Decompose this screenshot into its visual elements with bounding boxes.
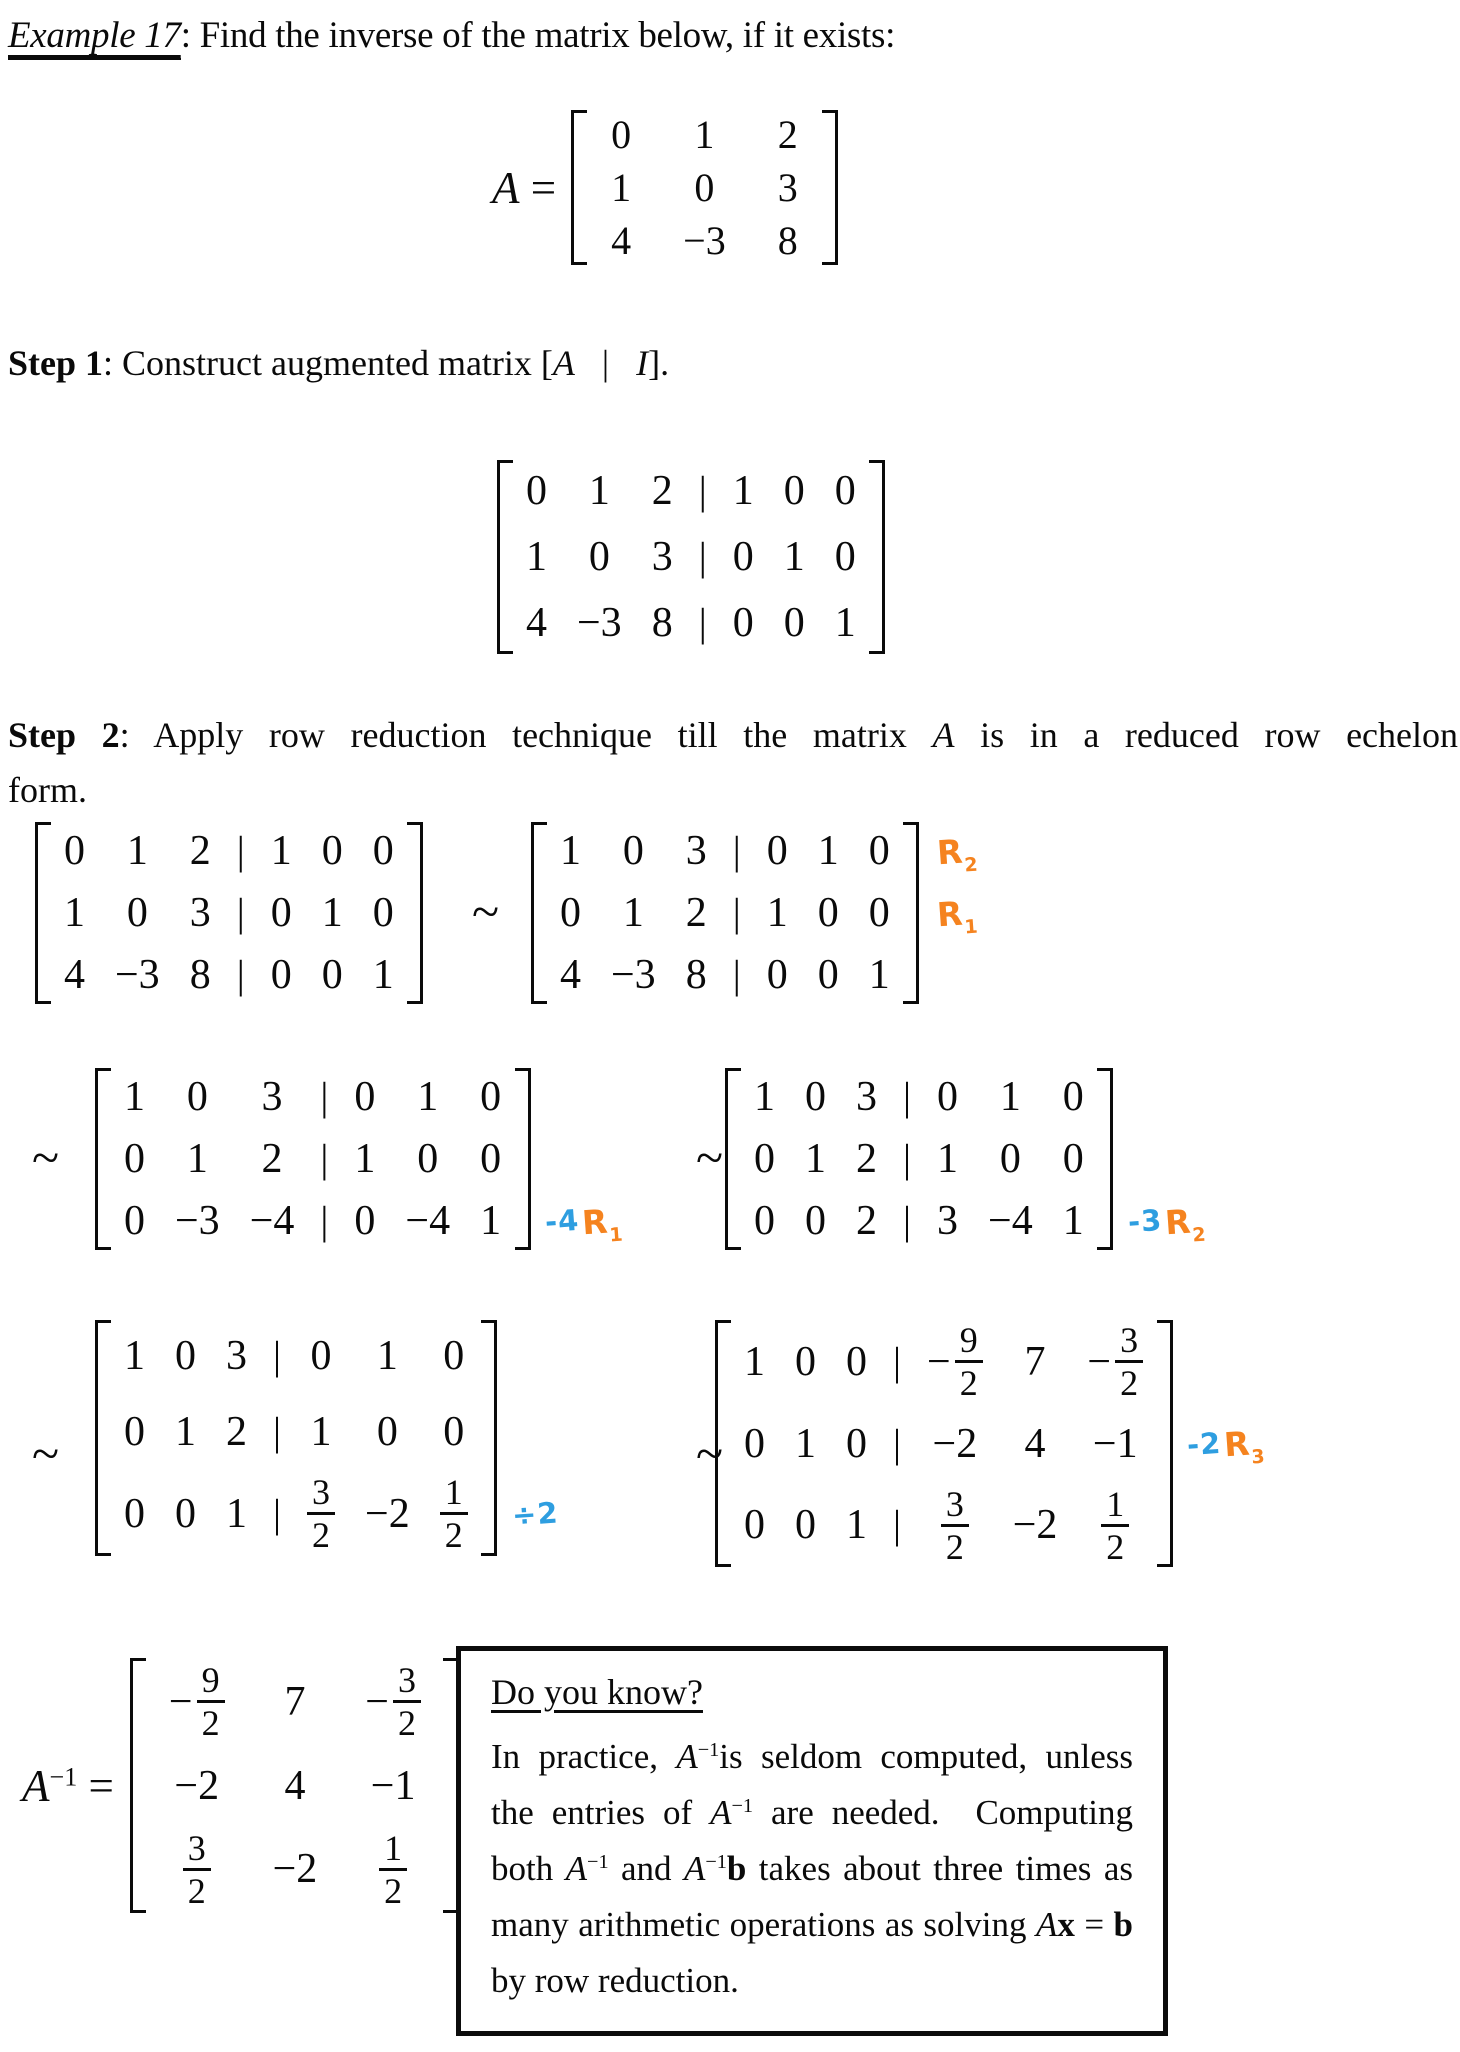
reduction-matrix-4	[726, 1066, 1205, 1252]
matrix-cell: 1	[783, 534, 805, 580]
text-segment: −1	[49, 1761, 78, 1791]
matrix-cell: 1	[310, 1409, 332, 1455]
matrix-cell: 1	[694, 111, 715, 157]
matrix-cell: 4	[1024, 1420, 1046, 1467]
matrix-cell: 1	[270, 828, 292, 874]
text-segment: A	[710, 1793, 732, 1832]
text-segment: =	[519, 162, 557, 213]
matrix-cell: 7	[1024, 1338, 1046, 1385]
matrix-cell: 4	[526, 600, 547, 646]
handwritten-row-annotation	[918, 831, 979, 876]
matrix-cell: 0	[805, 1198, 826, 1244]
matrix-cell: 7	[284, 1678, 306, 1725]
text-segment: Example 17	[8, 15, 181, 60]
matrix-cell: 0	[868, 890, 890, 936]
annotation-row-ref: $R_2$	[1163, 1201, 1207, 1246]
matrix-cell: 1	[124, 1074, 145, 1120]
matrix-cell: −3	[611, 952, 656, 998]
matrix-cell: 4	[64, 952, 85, 998]
matrix-cell: 0	[766, 952, 788, 998]
augmented-separator: |	[273, 1409, 282, 1454]
example-title	[8, 14, 895, 57]
matrix-cell: 0	[480, 1136, 502, 1182]
matrix-cell: −2	[932, 1420, 978, 1467]
annotation-multiplier: -3	[1126, 1202, 1164, 1240]
matrix-cell: 1	[354, 1136, 376, 1182]
matrix-cell: $\frac{3}{2}$	[292, 1470, 350, 1558]
matrix-cell: −2	[365, 1490, 410, 1537]
text-segment: x	[1057, 1905, 1075, 1944]
text-segment: A	[1035, 1905, 1058, 1944]
text-segment: I	[636, 343, 649, 383]
augmented-separator: |	[273, 1490, 282, 1536]
matrix-cell: 0	[186, 1074, 208, 1120]
matrix-cell: 3	[937, 1198, 959, 1244]
matrix-cell: 3	[651, 534, 673, 580]
matrix-cell: 0	[795, 1502, 816, 1549]
augmented-separator: |	[732, 890, 741, 935]
matrix-cell: −2	[174, 1762, 220, 1809]
text-segment: A	[552, 343, 575, 383]
matrix-cell: −3	[683, 217, 726, 263]
matrix-cell: 1	[588, 468, 610, 514]
matrix-cell: 0	[1062, 1136, 1084, 1182]
matrix-cell: 0	[805, 1074, 826, 1120]
matrix-cell: 0	[417, 1136, 439, 1182]
matrix-cell: 0	[376, 1409, 398, 1455]
text-segment: : Construct augmented matrix [	[103, 343, 553, 383]
matrix-cell: 8	[685, 952, 707, 998]
matrix-cell: $\frac{1}{2}$	[425, 1470, 483, 1558]
matrix-cell: 1	[560, 828, 581, 874]
text-segment: is in a reduced row echelon	[954, 715, 1459, 755]
text-segment: =	[77, 1760, 114, 1811]
matrix-a-equation	[492, 108, 837, 267]
text-segment: ].	[648, 343, 670, 383]
text-segment: by row reduction.	[491, 1905, 1142, 2000]
text-segment: form.	[8, 769, 87, 810]
matrix-cell: 0	[560, 890, 581, 936]
text-segment: : Find the inverse of the matrix below, if it exists:	[180, 15, 896, 56]
matrix-cell: 0	[622, 828, 644, 874]
matrix-cell: 0	[321, 952, 343, 998]
matrix-cell: 2	[685, 890, 707, 936]
matrix-bracket-right	[407, 822, 423, 1004]
text-segment: and	[608, 1849, 684, 1888]
handwritten-row-annotation	[529, 1201, 624, 1246]
matrix-cell: 0	[372, 828, 394, 874]
augmented-separator: |	[236, 952, 245, 997]
matrix-cell: 2	[856, 1198, 877, 1244]
matrix-cell: 1	[754, 1074, 775, 1120]
matrix-a-label	[492, 162, 556, 214]
matrix-cell: 1	[226, 1490, 247, 1537]
augmented-separator: |	[903, 1074, 912, 1119]
matrix-cell: 2	[651, 468, 673, 514]
matrix-cell: −2	[1012, 1502, 1058, 1549]
matrix-cell: 0	[732, 600, 754, 646]
step2-line2	[8, 763, 1458, 818]
matrix-cell: 0	[868, 828, 890, 874]
matrix-cell: 0	[1062, 1074, 1084, 1120]
matrix-cell: 1	[372, 952, 394, 998]
matrix-cell: 0	[175, 1333, 196, 1379]
matrix-cell: 1	[321, 890, 343, 936]
text-segment: A	[565, 1849, 588, 1888]
text-segment: : Apply row reduction technique till the matrix	[119, 715, 933, 755]
matrix-cell: −3	[115, 952, 160, 998]
augmented-separator: |	[320, 1198, 329, 1243]
matrix-cell: 0	[783, 600, 805, 646]
text-segment: is seldom computed, unless the entries of	[491, 1737, 1142, 1832]
annotation-row-ref: $R_2$	[935, 831, 979, 876]
text-segment: takes about three times as many arithmetic operations as solving	[491, 1849, 1142, 1944]
text-segment: Step 1	[8, 343, 104, 383]
matrix-cell: 4	[611, 217, 632, 263]
matrix-cell: 0	[611, 111, 632, 157]
matrix-cell: 0	[766, 828, 788, 874]
matrix-cell: 0	[588, 534, 610, 580]
augmented-separator: |	[236, 890, 245, 935]
matrix-cell: 0	[834, 534, 856, 580]
matrix-cell: 0	[846, 1338, 867, 1385]
matrix-cell: 1	[186, 1136, 208, 1182]
matrix-cell: 3	[226, 1333, 247, 1379]
matrix-cell: 1	[526, 534, 547, 580]
augmented-separator: |	[903, 1136, 912, 1181]
inverse-result-equation	[22, 1656, 458, 1915]
matrix-cell: 0	[310, 1333, 332, 1379]
matrix-cell: 0	[124, 1409, 145, 1455]
matrix-cell: −4	[405, 1198, 451, 1244]
matrix-cell: 4	[560, 952, 581, 998]
text-segment: −1	[697, 1738, 720, 1761]
matrix-cell: 1	[744, 1338, 765, 1385]
text-segment: A	[492, 162, 520, 213]
annotation-row-ref: $R_3$	[1222, 1423, 1266, 1469]
annotation-row-subscript: 1	[608, 1223, 624, 1246]
reduction-matrix-3	[96, 1066, 622, 1252]
augmented-separator: |	[893, 1420, 902, 1466]
matrix-cell: 0	[480, 1074, 502, 1120]
matrix-cell: 0	[270, 890, 292, 936]
text-segment: In practice,	[491, 1737, 677, 1776]
augmented-separator: |	[320, 1074, 329, 1119]
augmented-separator: |	[273, 1333, 282, 1378]
matrix-a	[572, 108, 837, 267]
matrix-cell: −1	[1092, 1420, 1138, 1467]
step1-heading	[8, 342, 669, 384]
handwritten-row-annotation	[496, 1497, 558, 1531]
reduction-matrix-5	[96, 1318, 558, 1558]
matrix-cell: −4	[988, 1198, 1033, 1244]
matrix-cell: 1	[124, 1333, 145, 1379]
augmented-separator: |	[732, 952, 741, 997]
matrix-cell: 0	[754, 1198, 775, 1244]
text-segment: A	[932, 715, 955, 755]
reduction-matrix-6	[716, 1318, 1264, 1569]
matrix-cell: 2	[777, 111, 798, 157]
annotation-multiplier: -4	[543, 1202, 581, 1240]
matrix-cell: −1	[370, 1762, 416, 1809]
matrix-cell: 3	[189, 890, 211, 936]
matrix-cell: 0	[817, 952, 839, 998]
text-segment: Do you know?	[491, 1672, 703, 1712]
handwritten-row-annotation	[1171, 1423, 1266, 1469]
matrix-cell: 1	[417, 1074, 439, 1120]
matrix-cell: 1	[64, 890, 85, 936]
text-segment: b	[726, 1849, 747, 1888]
augmented-separator: |	[698, 600, 707, 645]
matrix-cell: 3	[777, 164, 798, 210]
augmented-separator: |	[698, 534, 707, 579]
matrix-cell: $\frac{1}{2}$	[1086, 1482, 1144, 1570]
matrix-cell: 0	[270, 952, 292, 998]
matrix-cell: 8	[651, 600, 673, 646]
matrix-cell: 0	[354, 1074, 376, 1120]
annotation-row-subscript: 2	[963, 853, 979, 876]
augmented-separator: |	[903, 1198, 912, 1243]
matrix-cell: 1	[817, 828, 839, 874]
handwritten-row-annotation	[1112, 1201, 1207, 1246]
matrix-cell: 1	[999, 1074, 1021, 1120]
matrix-cell: − $\frac{9}{2}$	[912, 1318, 998, 1406]
matrix-cell: 4	[284, 1762, 306, 1809]
matrix-cell: 1	[480, 1198, 502, 1244]
text-segment: A	[683, 1849, 706, 1888]
matrix-cell: 0	[834, 468, 856, 514]
matrix-cell: 1	[376, 1333, 398, 1379]
matrix-cell: 0	[354, 1198, 376, 1244]
row-equivalence-tilde: ~	[696, 1425, 724, 1481]
matrix-cell: − $\frac{3}{2}$	[1072, 1318, 1158, 1406]
reduction-matrix-1	[36, 820, 422, 1006]
row-equivalence-tilde: ~	[696, 1129, 724, 1185]
step2-heading	[8, 708, 1458, 817]
do-you-know-box	[456, 1646, 1168, 2036]
matrix-cell: −2	[272, 1846, 318, 1893]
matrix-cell: 1	[766, 890, 788, 936]
matrix-cell: − $\frac{9}{2}$	[145, 1656, 249, 1748]
matrix-cell: 0	[744, 1420, 765, 1467]
augmented-separator: |	[893, 1338, 902, 1384]
matrix-cell: 8	[777, 217, 798, 263]
matrix-cell: 0	[443, 1333, 465, 1379]
matrix-cell: 0	[175, 1490, 196, 1537]
matrix-cell: 1	[1062, 1198, 1084, 1244]
matrix-cell: 0	[783, 468, 805, 514]
text-segment: =	[1074, 1905, 1114, 1944]
annotation-multiplier: ÷2	[510, 1495, 560, 1533]
matrix-cell: 1	[805, 1136, 826, 1182]
matrix-cell: 1	[846, 1502, 867, 1549]
row-equivalence-tilde: ~	[32, 1425, 60, 1481]
augmented-separator: |	[732, 828, 741, 873]
reduction-matrix-2	[532, 820, 979, 1006]
augmented-separator: |	[320, 1136, 329, 1181]
matrix-cell: 0	[124, 1136, 145, 1182]
row-equivalence-tilde: ~	[472, 883, 500, 939]
matrix-cell: 0	[817, 890, 839, 936]
matrix-cell: 1	[126, 828, 148, 874]
text-segment: −1	[587, 1850, 609, 1873]
matrix-cell: 0	[754, 1136, 775, 1182]
matrix-cell: 1	[175, 1409, 196, 1455]
annotation-row-subscript: 3	[1250, 1445, 1266, 1469]
matrix-cell: 1	[795, 1420, 816, 1467]
augmented-separator: |	[698, 468, 707, 513]
text-segment: b	[1113, 1905, 1133, 1944]
matrix-cell: − $\frac{3}{2}$	[341, 1656, 445, 1748]
handwritten-row-annotation	[918, 893, 979, 938]
matrix-cell: 0	[126, 890, 148, 936]
matrix-cell: −4	[249, 1198, 295, 1244]
matrix-cell: 2	[189, 828, 211, 874]
matrix-cell: 0	[526, 468, 547, 514]
matrix-cell: 0	[124, 1198, 145, 1244]
matrix-cell: 0	[321, 828, 343, 874]
text-segment: |	[574, 343, 637, 383]
matrix-bracket-right	[869, 460, 885, 654]
matrix-cell: 0	[999, 1136, 1021, 1182]
augmented-matrix	[498, 458, 884, 656]
annotation-row-subscript: 2	[1191, 1223, 1207, 1246]
do-you-know-paragraph	[491, 1729, 1142, 2009]
row-equivalence-tilde: ~	[32, 1129, 60, 1185]
text-segment: A	[22, 1760, 50, 1811]
matrix-cell: 1	[868, 952, 890, 998]
annotation-multiplier: -2	[1185, 1425, 1223, 1462]
annotation-row-ref: $R_1$	[580, 1201, 624, 1246]
matrix-cell: −3	[175, 1198, 220, 1244]
text-segment: are needed. Computing both	[491, 1793, 1142, 1888]
matrix-cell: 8	[189, 952, 211, 998]
matrix-cell: 1	[937, 1136, 959, 1182]
text-segment: −1	[731, 1794, 754, 1817]
do-you-know-heading	[491, 1671, 1133, 1713]
matrix-cell: 0	[124, 1490, 145, 1537]
matrix-cell: 3	[261, 1074, 283, 1120]
matrix-cell: 0	[937, 1074, 959, 1120]
matrix-cell: 0	[732, 534, 754, 580]
matrix-cell: 1	[732, 468, 754, 514]
text-segment: A	[676, 1737, 698, 1776]
inverse-matrix	[132, 1656, 458, 1915]
matrix-cell: 0	[443, 1409, 465, 1455]
matrix-cell: 1	[834, 600, 856, 646]
text-segment: −1	[705, 1850, 727, 1873]
matrix-cell: 0	[694, 164, 715, 210]
matrix-cell: −3	[577, 600, 622, 646]
matrix-cell: 0	[372, 890, 394, 936]
matrix-cell: 0	[795, 1338, 816, 1385]
annotation-row-subscript: 1	[963, 915, 979, 938]
matrix-cell: 2	[226, 1409, 247, 1455]
matrix-cell: $\frac{3}{2}$	[926, 1482, 984, 1570]
augmented-separator: |	[236, 828, 245, 873]
matrix-cell: 0	[744, 1502, 765, 1549]
matrix-cell: 1	[622, 890, 644, 936]
text-segment: Step 2	[8, 715, 120, 755]
matrix-cell: 2	[856, 1136, 877, 1182]
annotation-row-ref: $R_1$	[935, 893, 979, 938]
matrix-bracket-right	[822, 110, 838, 265]
inverse-label	[22, 1760, 114, 1812]
matrix-cell: 1	[611, 164, 632, 210]
matrix-cell: 3	[685, 828, 707, 874]
matrix-cell: 2	[261, 1136, 283, 1182]
matrix-cell: 3	[856, 1074, 877, 1120]
step2-line1	[8, 708, 1458, 763]
matrix-cell: 0	[64, 828, 85, 874]
matrix-cell: $\frac{1}{2}$	[355, 1824, 431, 1916]
matrix-cell: 0	[846, 1420, 867, 1467]
matrix-cell: $\frac{3}{2}$	[159, 1824, 235, 1916]
augmented-separator: |	[893, 1502, 902, 1548]
